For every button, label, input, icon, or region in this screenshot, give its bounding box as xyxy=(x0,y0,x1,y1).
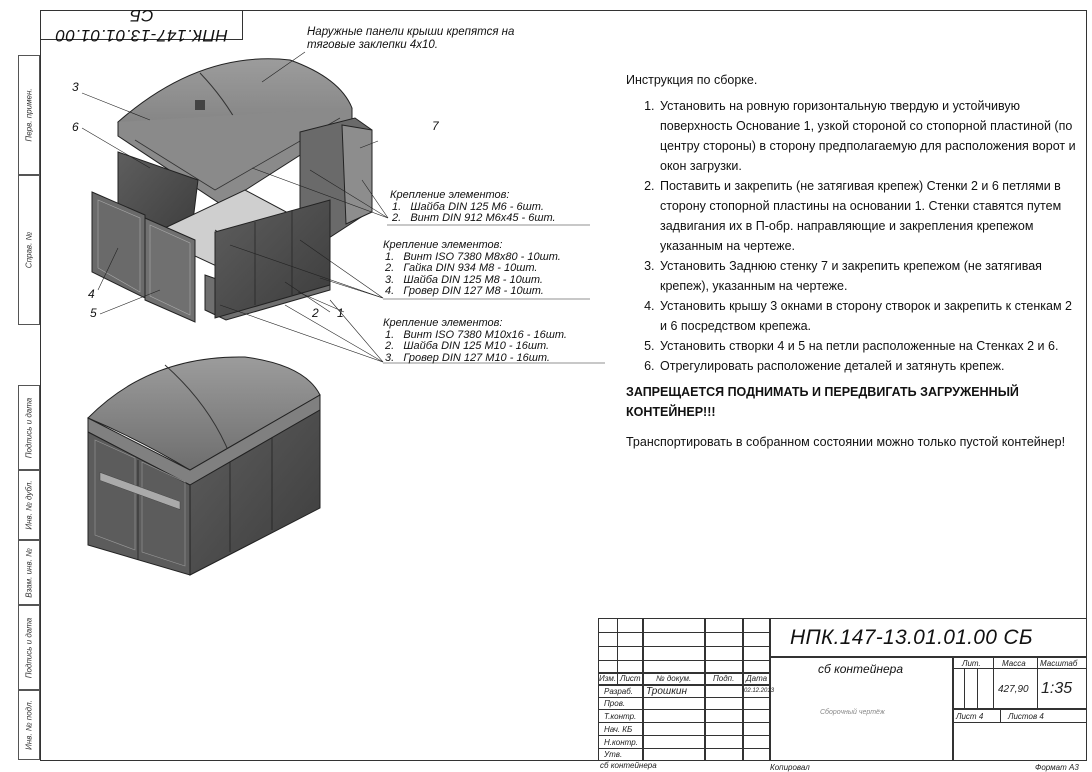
tb-r-prov: Пров. xyxy=(604,699,626,708)
callout-5: 5 xyxy=(90,306,97,320)
instruction-step: 6. Отрегулировать расположение деталей и затянуть крепеж. xyxy=(658,356,1076,376)
tb-h-date: Дата xyxy=(746,674,768,683)
tb-r-nkontr: Н.контр. xyxy=(604,738,638,747)
tb-h-doc: № докум. xyxy=(656,674,692,683)
callout-4: 4 xyxy=(88,287,95,301)
tb-vline xyxy=(704,618,706,761)
callout-3: 3 xyxy=(72,80,79,94)
tb-vline xyxy=(1037,656,1038,709)
strip-dup-no: Инв. № дубл. xyxy=(18,470,40,540)
tb-hline xyxy=(598,722,770,723)
drawing-title: сб контейнера xyxy=(818,662,903,676)
tb-h-sign: Подп. xyxy=(713,674,735,683)
tb-hline xyxy=(598,709,770,710)
drawing-sheet-label: Сборочный чертёж xyxy=(820,709,885,716)
tb-vline xyxy=(952,656,954,761)
tb-hline xyxy=(598,632,770,633)
drawing-code: НПК.147-13.01.01.00 СБ xyxy=(790,626,1033,649)
tb-hline xyxy=(769,656,1087,658)
copied-label: Копировал xyxy=(770,763,810,772)
group2-row-4: 4. Гровер DIN 127 M8 - 10шт. xyxy=(385,285,544,297)
assembly-instructions xyxy=(626,70,1076,452)
tb-vline xyxy=(642,618,644,761)
tb-scale-value: 1:35 xyxy=(1041,680,1073,697)
tb-r-tkontr: Т.контр. xyxy=(604,712,637,721)
group2-row-2: 2. Гайка DIN 934 M8 - 10шт. xyxy=(385,262,538,274)
group2-header: Крепление элементов: xyxy=(383,239,503,251)
instructions-list xyxy=(626,96,1076,376)
tb-h-izm: Изм. xyxy=(599,674,617,683)
tb-hline xyxy=(598,697,770,698)
instruction-step: 1. Установить на ровную горизонтальную твердую и устойчивую поверхность Основание 1, узкой стороной со стопорной пластиной (по центру стороны) в сторону предполагаемую для расположения ворот и окон загрузки. xyxy=(658,96,1076,176)
group3-header: Крепление элементов: xyxy=(383,317,503,329)
tb-vline xyxy=(977,668,978,708)
tb-hline xyxy=(598,735,770,736)
group1-row-2: 2. Винт DIN 912 M6х45 - 6шт. xyxy=(392,212,556,224)
strip-orig-no: Инв. № подл. xyxy=(18,690,40,760)
tb-h-mass: Масса xyxy=(1002,659,1026,668)
callout-6: 6 xyxy=(72,120,79,134)
tb-hline xyxy=(598,646,770,647)
instruction-step: 4. Установить крышу 3 окнами в сторону створок и закрепить к стенкам 2 и 6 посредством крепежа. xyxy=(658,296,1076,336)
callout-7: 7 xyxy=(432,119,439,133)
tb-mass-value: 427,90 xyxy=(998,684,1029,695)
strip-replace-no: Взам. инв. № xyxy=(18,540,40,605)
fasteners-group-1 xyxy=(390,190,556,225)
group3-row-3: 3. Гровер DIN 127 M10 - 16шт. xyxy=(385,351,550,364)
group2-row-3: 3. Шайба DIN 125 M8 - 10шт. xyxy=(385,273,543,286)
callout-2: 2 xyxy=(312,306,319,320)
fasteners-group-2 xyxy=(383,240,561,298)
instruction-step: 2. Поставить и закрепить (не затягивая крепеж) Стенки 2 и 6 петлями в сторону стопорной пластины на основании 1. Стенки ставятся путем задвигания их в П-обр. направляющие и закрепления крепежом указанным на чертеже. xyxy=(658,176,1076,256)
instruction-step: 5. Установить створки 4 и 5 на петли расположенные на Стенках 2 и 6. xyxy=(658,336,1076,356)
transport-note: Транспортировать в собранном состоянии можно только пустой контейнер! xyxy=(626,435,1066,449)
strip-sign-date-1: Подпись и дата xyxy=(18,385,40,470)
fasteners-group-3 xyxy=(383,318,567,364)
tb-r-utv: Утв. xyxy=(604,750,623,759)
tb-hline xyxy=(598,748,770,749)
tb-hline xyxy=(952,708,1087,710)
tb-sheets: Листов 4 xyxy=(1008,712,1044,721)
strip-first-use: Перв. примен. xyxy=(18,55,40,175)
group3-row-1: 1. Винт ISO 7380 M10х16 - 16шт. xyxy=(385,328,567,341)
tb-h-list: Лист xyxy=(620,674,641,683)
tb-developer: Трошкин xyxy=(646,686,687,697)
tb-date-value: 02.12.2013 xyxy=(744,688,775,694)
tb-r-nach: Нач. КБ xyxy=(604,725,633,734)
tb-vline xyxy=(1000,708,1001,722)
assembled-container xyxy=(88,357,320,575)
group2-row-1: 1. Винт ISO 7380 M8х80 - 10шт. xyxy=(385,250,561,263)
group1-header: Крепление элементов: xyxy=(390,189,510,201)
format-label: Формат А3 xyxy=(1035,763,1079,772)
group3-row-2: 2. Шайба DIN 125 M10 - 16шт. xyxy=(385,340,550,352)
tb-hline xyxy=(952,668,1087,669)
warning-text: ЗАПРЕЩАЕТСЯ ПОДНИМАТЬ И ПЕРЕДВИГАТЬ ЗАГРУЖЕННЫЙ КОНТЕЙНЕР!!! xyxy=(626,385,1019,419)
bottom-name: сб контейнера xyxy=(600,761,657,770)
tb-hline xyxy=(952,722,1087,723)
strip-ref-no: Справ. № xyxy=(18,175,40,325)
tb-h-scale: Масштаб xyxy=(1040,659,1078,668)
code-stamp-top: НПК.147-13.01.01.00 СБ xyxy=(40,10,243,40)
roof-note-line2: тяговые заклепки 4х10. xyxy=(307,39,438,51)
tb-vline xyxy=(964,668,965,708)
tb-vline xyxy=(617,618,618,685)
tb-sheet: Лист 4 xyxy=(956,712,984,721)
tb-r-razrab: Разраб. xyxy=(604,687,633,696)
instructions-title: Инструкция по сборке. xyxy=(626,73,758,87)
group1-row-1: 1. Шайба DIN 125 M6 - 6шт. xyxy=(392,200,544,213)
instruction-step: 3. Установить Заднюю стенку 7 и закрепить крепежом (не затягивая крепеж), указанным на чертеже. xyxy=(658,256,1076,296)
tb-vline xyxy=(993,656,994,709)
tb-hline xyxy=(598,660,770,661)
strip-sign-date-2: Подпись и дата xyxy=(18,605,40,690)
tb-h-lit: Лит. xyxy=(962,659,981,668)
roof-note-line1: Наружные панели крыши крепятся на xyxy=(307,26,515,38)
callout-1: 1 xyxy=(337,306,344,320)
